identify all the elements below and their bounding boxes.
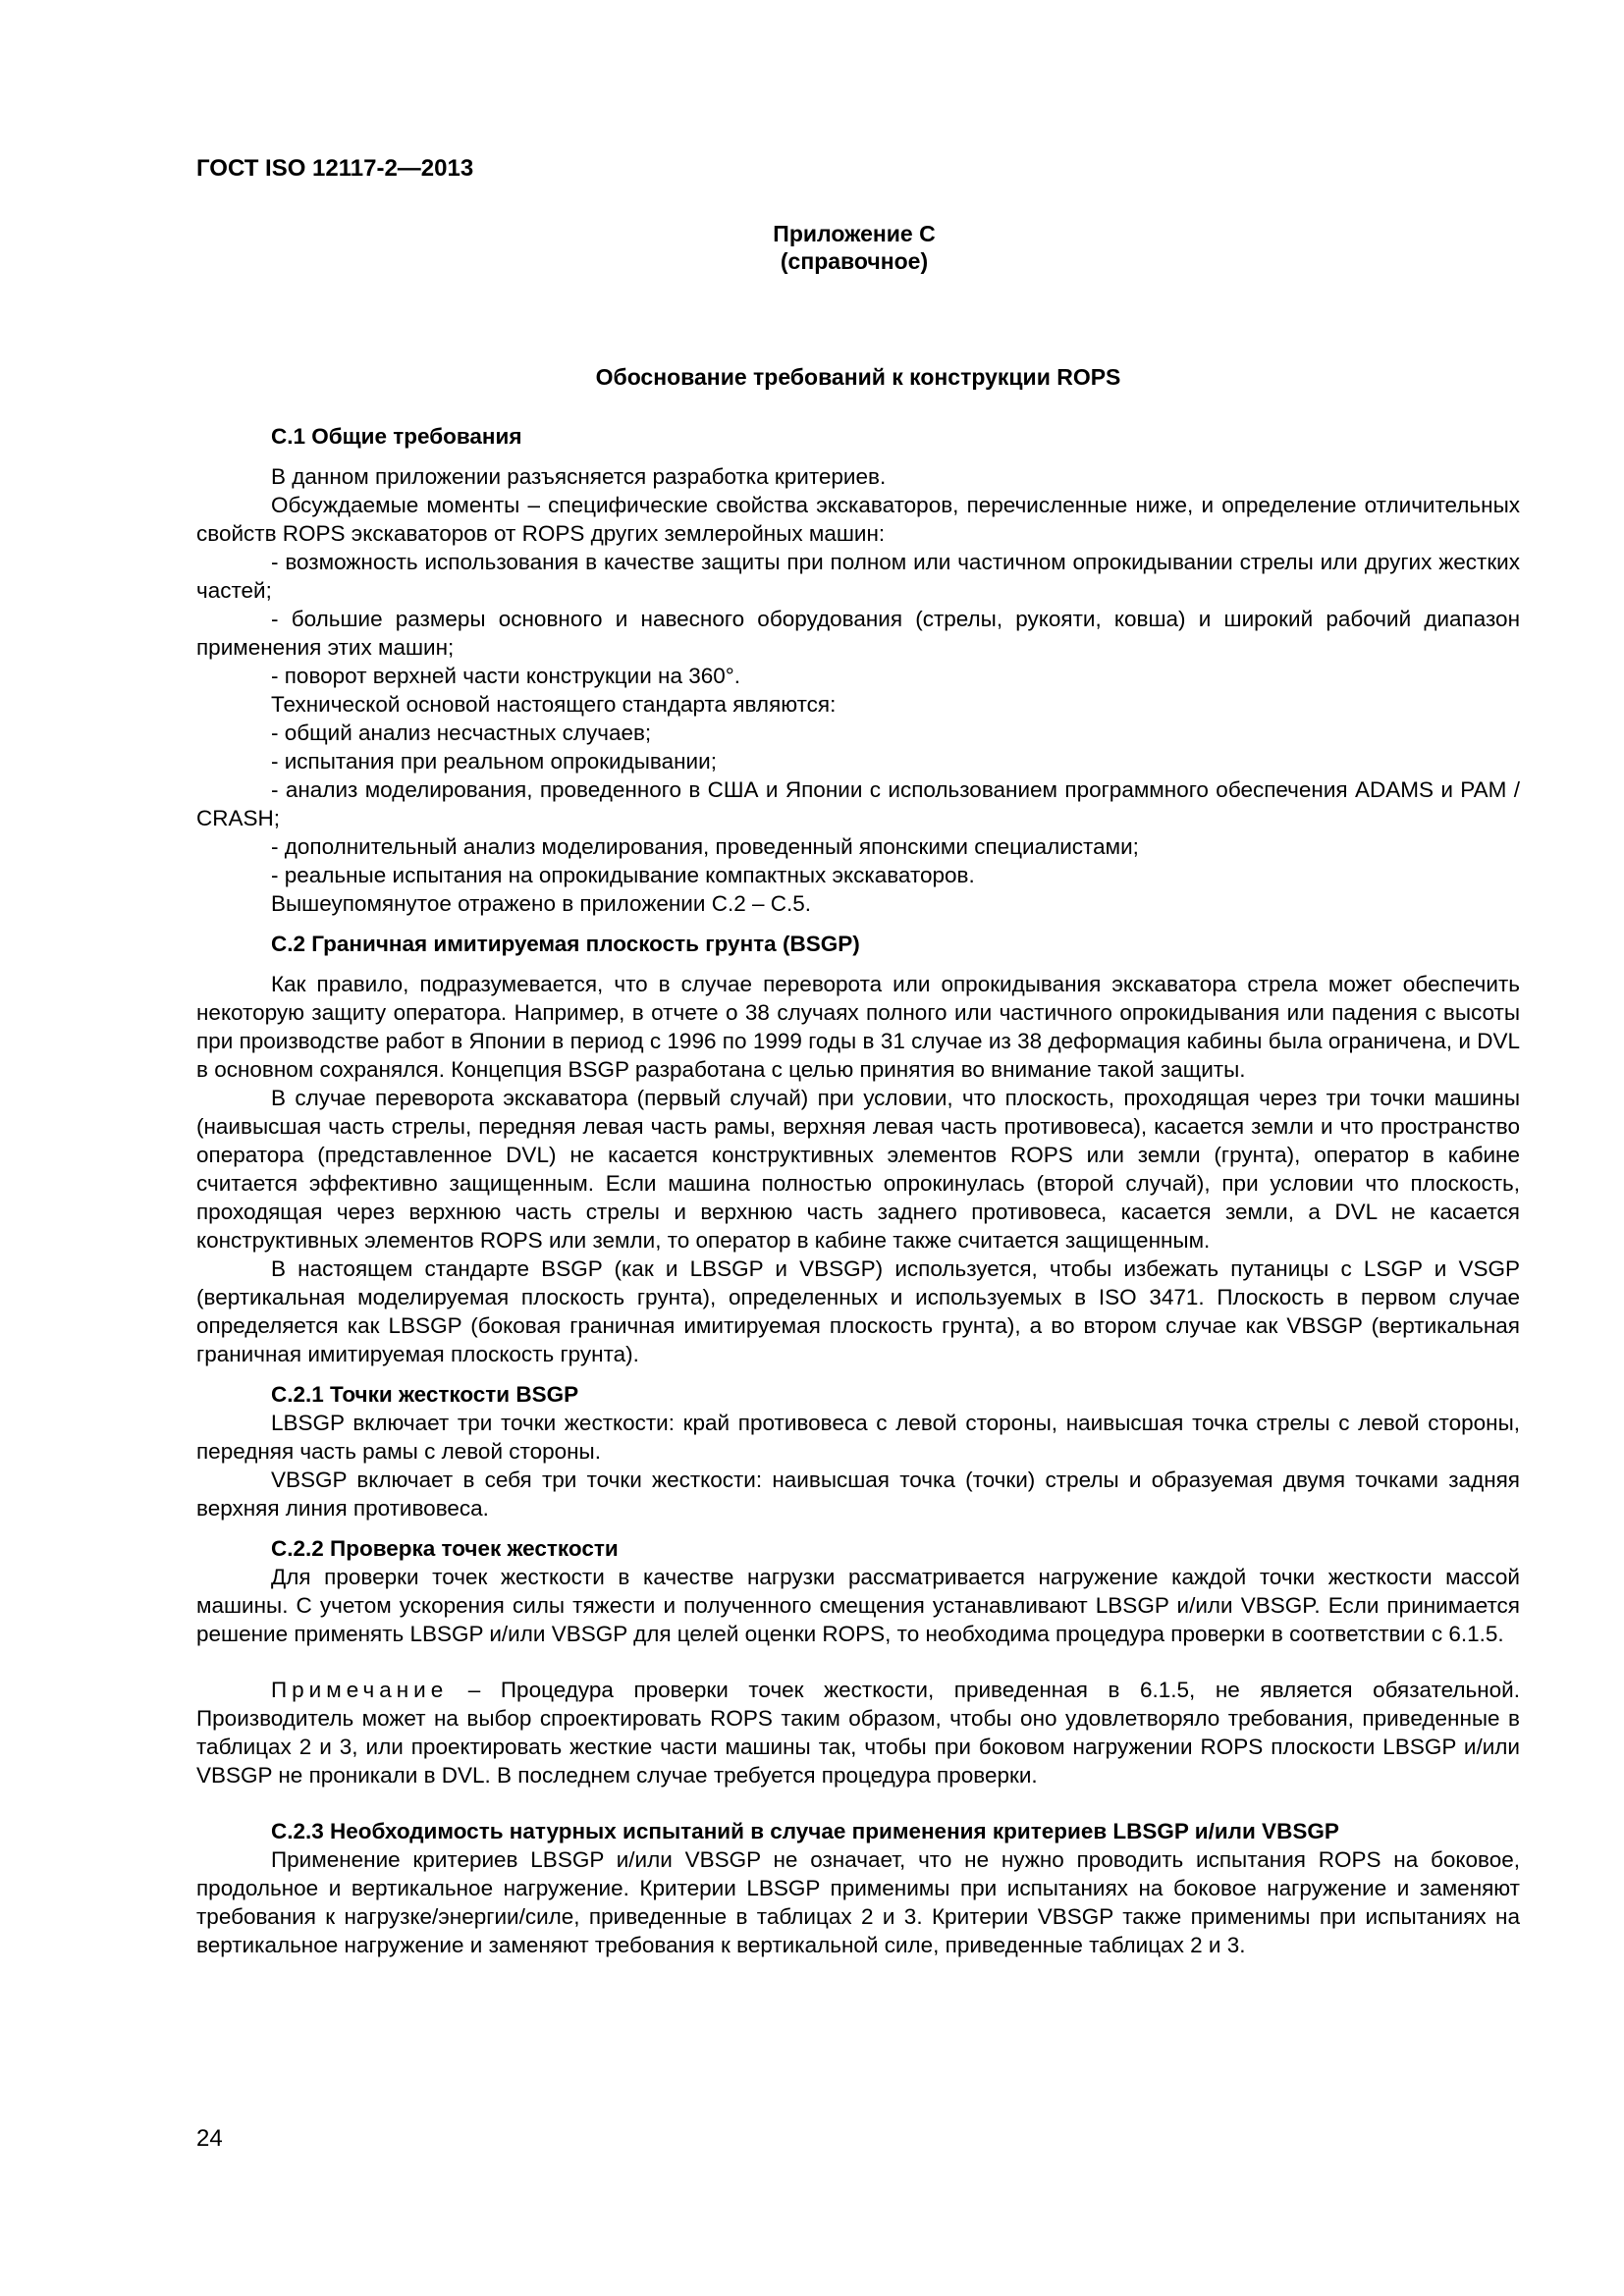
page-number: 24 <box>196 2125 223 2152</box>
appendix-heading <box>766 220 943 275</box>
list-item: - испытания при реальном опрокидывании; <box>271 749 717 774</box>
list-item: - возможность использования в качестве защиты при полном или частичном опрокидывании стрелы или других жестких частей; <box>196 550 1520 603</box>
note <box>196 1676 1520 1789</box>
note-text: – Процедура проверки точек жесткости, приведенная в 6.1.5, не является обязательной. Производитель может на выбор спроектировать ROPS таким образом, чтобы оно удовлетворяло требования, приведенные в таблицах 2 и 3, или проектировать жесткие части машины так, чтобы при боковом нагружении ROPS плоскости LBSGP и/или VBSGP не проникали в DVL. В последнем случае требуется процедура проверки. <box>196 1678 1520 1788</box>
paragraph: В настоящем стандарте BSGP (как и LBSGP и VBSGP) используется, чтобы избежать путаницы с LSGP и VSGP (вертикальная моделируемая плоскость грунта), определенных и используемых в ISO 3471. Плоскость в первом случае определяется как LBSGP (боковая граничная имитируемая плоскость грунта), а во втором случае как VBSGP (вертикальная граничная имитируемая плоскость грунта). <box>196 1256 1520 1366</box>
document-code: ГОСТ ISO 12117-2—2013 <box>196 155 474 182</box>
paragraph: Технической основой настоящего стандарта являются: <box>271 692 837 717</box>
paragraph: Вышеупомянутое отражено в приложении С.2 – С.5. <box>271 891 811 916</box>
section-c21-heading: С.2.1 Точки жесткости BSGP <box>271 1382 579 1407</box>
paragraph: Как правило, подразумевается, что в случае переворота или опрокидывания экскаватора стрела может обеспечить некоторую защиту оператора. Например, в отчете о 38 случаях полного или частичного опрокидывания или падения с высоты при производстве работ в Японии в период с 1996 по 1999 годы в 31 случае из 38 деформация кабины была ограничена, и DVL в основном сохранялся. Концепция BSGP разработана с целью принятия во внимание такой защиты. <box>196 972 1520 1082</box>
paragraph: В данном приложении разъясняется разработка критериев. <box>271 464 887 489</box>
document-body <box>196 422 1520 1959</box>
list-item: - реальные испытания на опрокидывание компактных экскаваторов. <box>271 863 975 887</box>
paragraph: В случае переворота экскаватора (первый случай) при условии, что плоскость, проходящая через три точки машины (наивысшая часть стрелы, передняя левая часть рамы, верхняя левая часть противовеса), касается земли и что пространство оператора (представленное DVL) не касается конструктивных элементов ROPS или земли (грунта), оператор в кабине считается эффективно защищенным. Если машина полностью опрокинулась (второй случай), при условии что плоскость, проходящая через верхнюю часть стрелы и верхнюю часть заднего противовеса, касается земли, а DVL не касается конструктивных элементов ROPS или земли, то оператор в кабине также считается защищенным. <box>196 1086 1520 1253</box>
appendix-type: (справочное) <box>780 248 929 274</box>
list-item: - дополнительный анализ моделирования, проведенный японскими специалистами; <box>271 834 1139 859</box>
paragraph: Для проверки точек жесткости в качестве нагрузки рассматривается нагружение каждой точки жесткости массой машины. С учетом ускорения силы тяжести и полученного смещения устанавливают LBSGP и/или VBSGP. Если принимается решение применять LBSGP и/или VBSGP для целей оценки ROPS, то необходима процедура проверки в соответствии с 6.1.5. <box>196 1565 1520 1646</box>
paragraph: Применение критериев LBSGP и/или VBSGP не означает, что не нужно проводить испытания ROPS на боковое, продольное и вертикальное нагружение. Критерии LBSGP применимы при испытаниях на боковое нагружение и заменяют требования к нагрузке/энергии/силе, приведенные в таблицах 2 и 3. Критерии VBSGP также применимы при испытаниях на вертикальное нагружение и заменяют требования к вертикальной силе, приведенные таблицах 2 и 3. <box>196 1847 1520 1957</box>
section-c2-heading: С.2 Граничная имитируемая плоскость грунта (BSGP) <box>271 932 860 956</box>
section-c23-heading: С.2.3 Необходимость натурных испытаний в случае применения критериев LBSGP и/или VBSGP <box>271 1819 1339 1843</box>
list-item: - анализ моделирования, проведенного в США и Японии с использованием программного обеспечения ADAMS и PAM / CRASH; <box>196 777 1520 830</box>
paragraph: LBSGP включает три точки жесткости: край противовеса с левой стороны, наивысшая точка стрелы с левой стороны, передняя часть рамы с левой стороны. <box>196 1411 1520 1464</box>
list-item: - большие размеры основного и навесного оборудования (стрелы, рукояти, ковша) и широкий рабочий диапазон применения этих машин; <box>196 607 1520 660</box>
section-c1-heading: С.1 Общие требования <box>271 424 522 449</box>
list-item: - общий анализ несчастных случаев; <box>271 721 652 745</box>
list-item: - поворот верхней части конструкции на 360°. <box>271 664 741 688</box>
paragraph: VBSGP включает в себя три точки жесткости: наивысшая точка (точки) стрелы и образуемая двумя точками задняя верхняя линия противовеса. <box>196 1468 1520 1521</box>
note-label: Примечание <box>271 1678 449 1702</box>
appendix-title: Приложение С <box>773 221 936 246</box>
main-title: Обоснование требований к конструкции ROPS <box>595 364 1121 390</box>
section-c22-heading: С.2.2 Проверка точек жесткости <box>271 1536 619 1561</box>
paragraph: Обсуждаемые моменты – специфические свойства экскаваторов, перечисленные ниже, и определение отличительных свойств ROPS экскаваторов от ROPS других землеройных машин: <box>196 493 1520 546</box>
